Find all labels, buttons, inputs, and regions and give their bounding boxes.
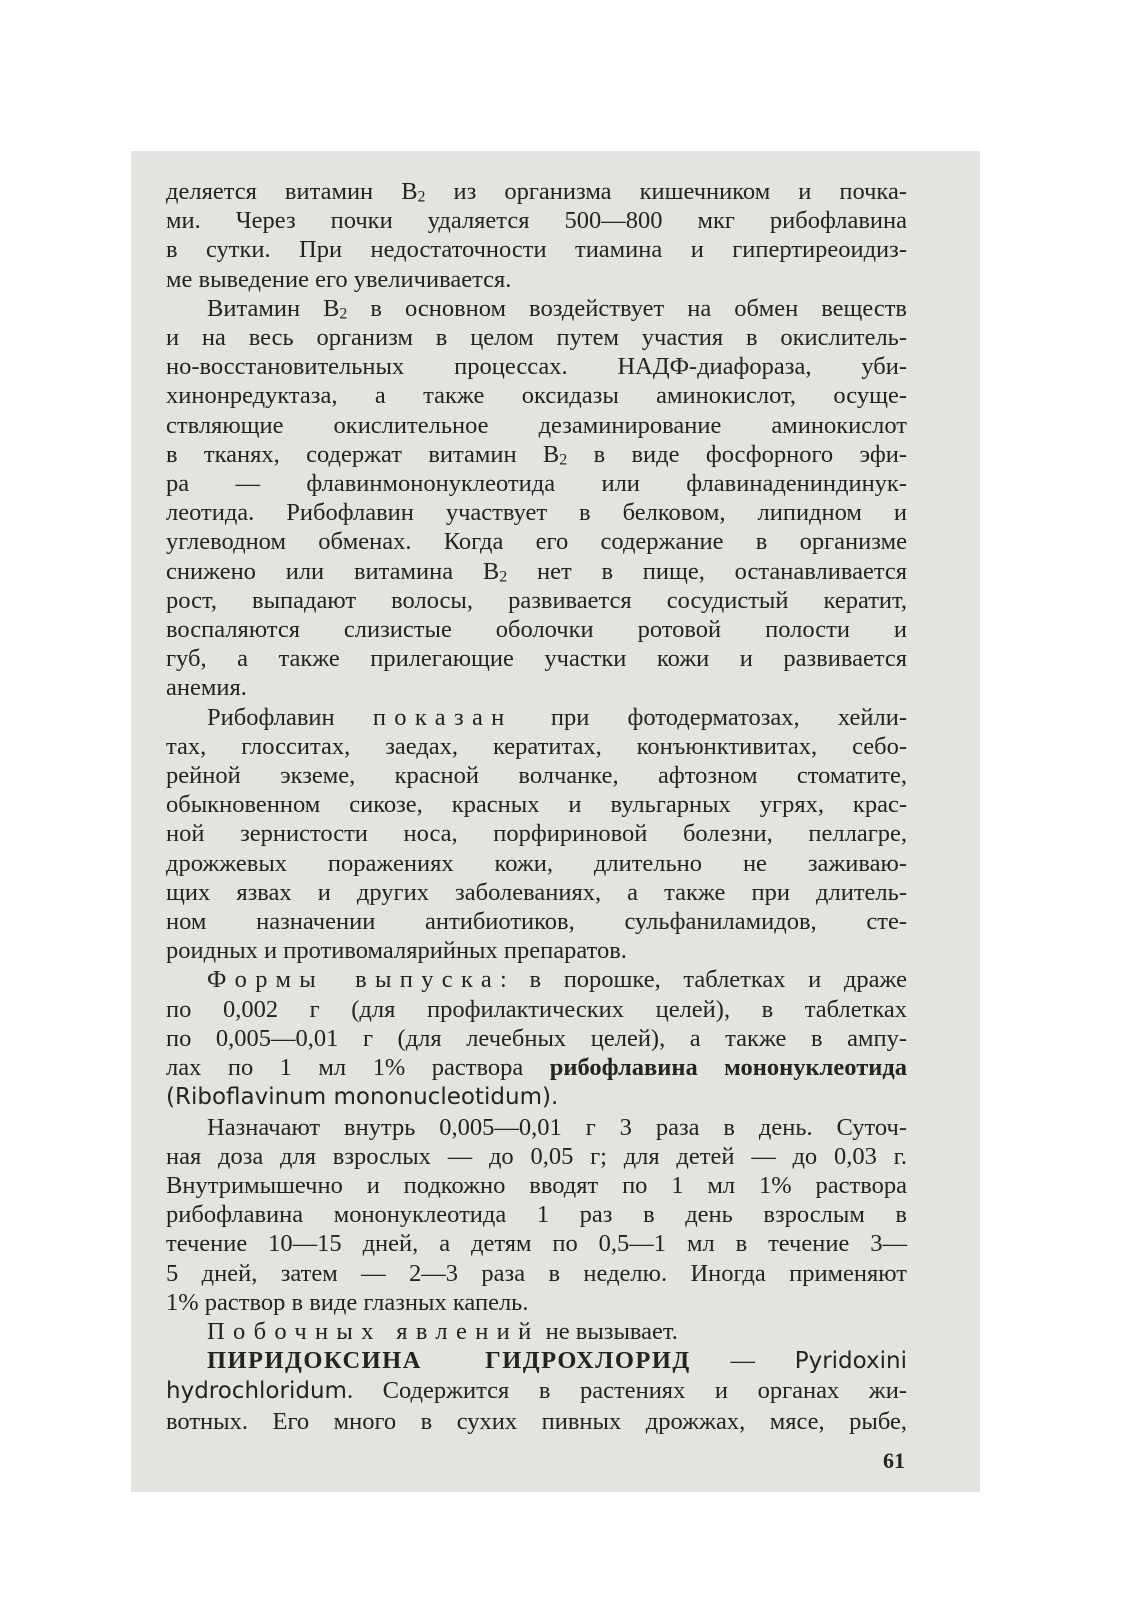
text-line: анемия. — [166, 674, 247, 702]
text-line: ствляющие окислительное дезаминирование аминокислот — [166, 411, 907, 439]
paragraph-start: Побочных явлений не вызывает. — [207, 1317, 678, 1345]
text-line: по 0,002 г (для профилактических целей), в таблетках — [166, 995, 907, 1023]
page-body — [166, 177, 907, 1436]
text-line: 5 дней, затем — 2—3 раза в неделю. Иногда применяют — [166, 1259, 907, 1287]
text-line: hydrochloridum. Содержится в растениях и органах жи- — [166, 1377, 907, 1405]
text-line: хинонредуктаза, а также оксидазы аминокислот, осуще- — [166, 382, 907, 410]
latin-name: hydrochloridum — [166, 1378, 347, 1405]
text-line: дрожжевых поражениях кожи, длительно не заживаю- — [166, 849, 907, 877]
paragraph-start: Рибофлавин показан при фотодерматозах, хейли- — [207, 703, 908, 731]
text-line: леотида. Рибофлавин участвует в белковом, липидном и — [166, 499, 907, 527]
text-line: лах по 1 мл 1% раствора рибофлавина мононуклеотида — [166, 1054, 907, 1082]
heading-line: ПИРИДОКСИНА ГИДРОХЛОРИД — Pyridoxini — [207, 1347, 907, 1375]
text-line: ме выведение его увеличивается. — [166, 265, 512, 293]
text-line: 1% раствор в виде глазных капель. — [166, 1288, 529, 1316]
page-number: 61 — [883, 1448, 905, 1473]
spaced-term: Формы выпуска — [207, 966, 501, 994]
spaced-term: показан — [372, 703, 513, 731]
text-line: рибофлавина мононуклеотида 1 раз в день взрослым в — [166, 1201, 907, 1229]
text-line: Внутримышечно и подкожно вводят по 1 мл 1% раствора — [166, 1171, 907, 1199]
text-line: по 0,005—0,01 г (для лечебных целей), а также в ампу- — [166, 1024, 907, 1052]
text-line: в тканях, содержат витамин $В_2$ в виде фосфорного эфи- — [166, 440, 907, 469]
text-line: тах, глосситах, заедах, кератитах, конъюнктивитах, себо- — [166, 732, 907, 760]
text-line: ми. Через почки удаляется 500—800 мкг рибофлавина — [166, 207, 907, 235]
paragraph-start: Назначают внутрь 0,005—0,01 г 3 раза в день. Суточ- — [207, 1113, 907, 1141]
text-line: течение 10—15 дней, а детям по 0,5—1 мл в течение 3— — [166, 1230, 907, 1258]
drug-heading: ПИРИДОКСИНА ГИДРОХЛОРИД — [207, 1347, 691, 1375]
text-line: щих язвах и других заболеваниях, а также при длитель- — [166, 878, 907, 906]
text-line: в сутки. При недостаточности тиамина и гипертиреоидиз- — [166, 236, 907, 264]
text-line: снижено или витамина $В_2$ нет в пище, останавливается — [166, 557, 907, 586]
text-line: воспаляются слизистые оболочки ротовой полости и — [166, 616, 907, 644]
text-line: ра — флавинмононуклеотида или флавинадениндинук- — [166, 470, 907, 498]
paragraph-start: Витамин $В_2$ в основном воздействует на обмен веществ — [207, 294, 907, 323]
text-line: губ, а также прилегающие участки кожи и развивается — [166, 645, 907, 673]
latin-name: (Riboflavinum mononucleotidum). — [166, 1084, 559, 1111]
text-line — [166, 1082, 907, 1112]
text-line: углеводном обменах. Когда его содержание в организме — [166, 528, 907, 556]
spaced-term: Побочных явлений — [207, 1317, 540, 1345]
paragraph-start: Формы выпуска: в порошке, таблетках и драже — [207, 966, 907, 994]
text-line: и на весь организм в целом путем участия в окислитель- — [166, 324, 907, 352]
text-line: обыкновенном сикозе, красных и вульгарных угрях, крас- — [166, 791, 907, 819]
text-line: ная доза для взрослых — до 0,05 г; для детей — до 0,03 г. — [166, 1142, 907, 1170]
text-line: вотных. Его много в сухих пивных дрожжах, мясе, рыбе, — [166, 1407, 907, 1435]
text-line: ном назначении антибиотиков, сульфаниламидов, сте- — [166, 908, 907, 936]
latin-name: Pyridoxini — [794, 1348, 907, 1375]
text-line: роидных и противомалярийных препаратов. — [166, 937, 627, 965]
bold-term: рибофлавина мононуклеотида — [549, 1054, 907, 1082]
text-line: но-восстановительных процессах. НАДФ-диафораза, уби- — [166, 353, 907, 381]
text-line: деляется витамин $В_2$ из организма кишечником и почка- — [166, 178, 907, 206]
text-line: рейной экземе, красной волчанке, афтозном стоматите, — [166, 762, 907, 790]
text-line: рост, выпадают волосы, развивается сосудистый кератит, — [166, 586, 907, 614]
text-line: ной зернистости носа, порфириновой болезни, пеллагре, — [166, 820, 907, 848]
